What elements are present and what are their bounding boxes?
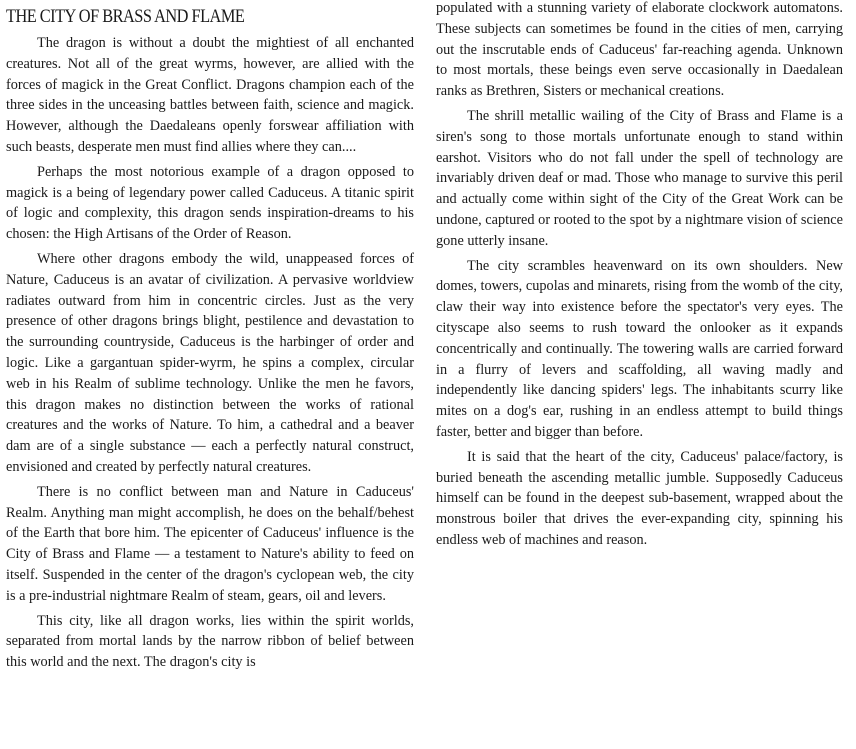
paragraph: The shrill metallic wailing of the City of Brass and Flame is a siren's song to those mortals unfortunate enough to stand within earshot. Visitors who do not fall under the spell of technology are invariably driven deaf or mad. Those who manage to survive this peril and actually come within sight of the City of the Great Work can be undone, captured or rooted to the spot by a nightmare vision of science gone utterly insane. [436, 107, 843, 249]
paragraph: There is no conflict between man and Nature in Caduceus' Realm. Anything man might accomplish, he does on the behalf/behest of the Earth that bore him. The epicenter of Caduceus' influence is the City of Brass and Flame — a testament to Nature's ability to feed on itself. Suspended in the center of the dragon's cyclopean web, the city is a pre-industrial nightmare Realm of steam, gears, oil and levers. [6, 483, 414, 604]
article-title: THE CITY OF BRASS AND FLAME [6, 6, 245, 27]
paragraph: The dragon is without a doubt the mightiest of all enchanted creatures. Not all of the great wyrms, however, are allied with the forces of magick in the Great Conflict. Dragons champion each of the three sides in the unceasing battles between faith, science and magick. However, although the Daedaleans openly forswear affiliation with such beasts, desperate men must find allies where they can.... [6, 35, 414, 155]
paragraph: Where other dragons embody the wild, unappeased forces of Nature, Caduceus is an avatar of civilization. A pervasive worldview radiates outward from him in concentric circles. Just as the very presence of other dragons brings blight, pestilence and devastation to the surrounding countryside, Caduceus is the harbinger of order and logic. Like a gargantuan spider-wyrm, he spins a complex, circular web in his Realm of sublime technology. Unlike the men he favors, this dragon makes no distinction between the works of rational creatures and the works of Nature. To him, a cathedral and a beaver dam are of a single substance — each a perfectly natural construct, envisioned and created by perfectly natural creatures. [6, 250, 414, 475]
left-column [6, 4, 414, 677]
paragraph: Perhaps the most notorious example of a dragon opposed to magick is a being of legendary power called Caduceus. A titanic spirit of logic and complexity, this dragon sends inspiration-dreams to his chosen: the High Artisans of the Order of Reason. [6, 163, 414, 243]
paragraph: It is said that the heart of the city, Caduceus' palace/factory, is buried beneath the ascending metallic jumble. Supposedly Caduceus himself can be found in the deepest sub-basement, wrapped about the monstrous boiler that drives the ever-expanding city, spinning his endless web of machines and reason. [436, 448, 843, 548]
right-column [436, 0, 843, 555]
paragraph: The city scrambles heavenward on its own shoulders. New domes, towers, cupolas and minarets, rising from the womb of the city, claw their way into existence before the spectator's very eyes. The cityscape also seems to rush toward the onlooker as it expands concentrically and continually. The towering walls are carried forward in a flurry of levers and scaffolding, all waving madly and independently like dancing spiders' legs. The inhabitants scurry like mites on a dog's ear, rushing in an endless attempt to build things faster, better and bigger than before. [436, 257, 843, 440]
paragraph: This city, like all dragon works, lies within the spirit worlds, separated from mortal lands by the narrow ribbon of belief between this world and the next. The dragon's city is [6, 612, 414, 671]
paragraph-continuation: populated with a stunning variety of elaborate clockwork automatons. These subjects can sometimes be found in the cities of men, carrying out the inscrutable ends of Caduceus' far-reaching agenda. Unknown to most mortals, these beings even serve occasionally in Daedalean ranks as Brethren, Sisters or mechanical creations. [436, 0, 843, 100]
